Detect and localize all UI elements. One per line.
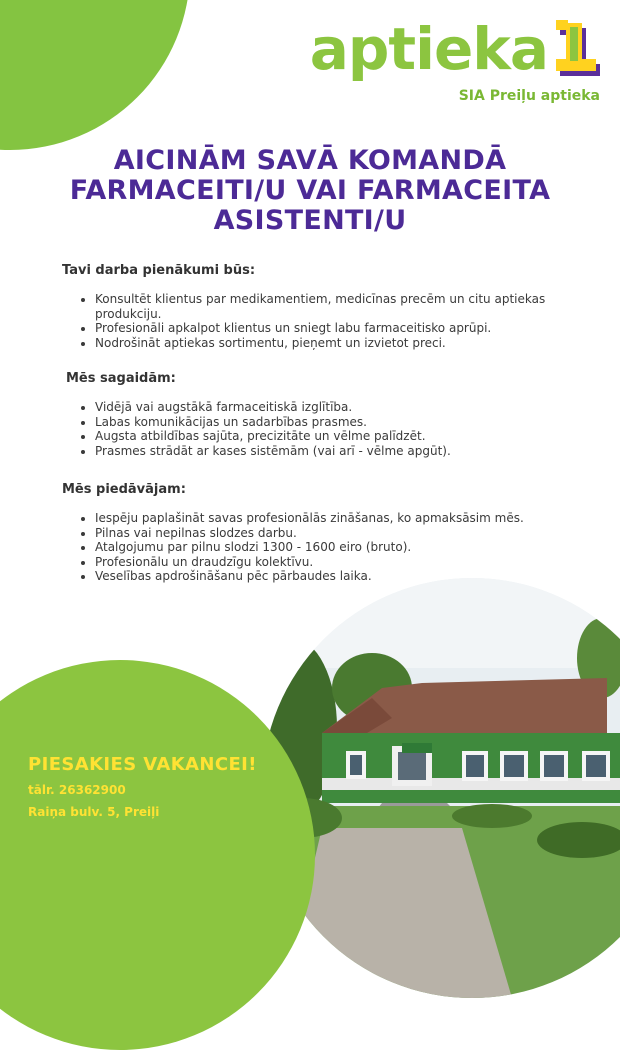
section-heading: Mēs sagaidām:: [66, 371, 176, 386]
title-line: AICINĀM SAVĀ KOMANDĀ: [113, 145, 507, 176]
aptieka-1-logo-icon: [556, 19, 606, 79]
list-item: • Profesionālu un draudzīgu kolektīvu.: [95, 555, 582, 570]
list-item: • Atalgojumu par pilnu slodzi 1300 - 1600 eiro (bruto).: [95, 540, 582, 555]
page-title: [0, 146, 620, 236]
list-item: • Pilnas vai nepilnas slodzes darbu.: [95, 526, 582, 541]
title-line: ASISTENTI/U: [213, 205, 407, 236]
list-item: • Vidējā vai augstākā farmaceitiskā izglītība.: [95, 400, 586, 415]
pharmacy-building-photo: [262, 578, 620, 998]
title-line: FARMACEITI/U VAI FARMACEITA: [69, 175, 551, 206]
list-item: • Prasmes strādāt ar kases sistēmām (vai arī - vēlme apgūt).: [95, 444, 586, 459]
list-item: • Nodrošināt aptiekas sortimentu, pieņemt un izvietot preci.: [95, 336, 582, 351]
list-item: • Augsta atbildības sajūta, precizitāte un vēlme palīdzēt.: [95, 429, 586, 444]
section-heading: Tavi darba pienākumi būs:: [62, 263, 256, 278]
call-to-action: [28, 754, 257, 819]
offer-list: [62, 511, 582, 584]
duties-list: [62, 292, 582, 350]
list-item: • Iespēju paplašināt savas profesionālās zināšanas, ko apmaksāsim mēs.: [95, 511, 582, 526]
cta-title: PIESAKIES VAKANCEI!: [28, 754, 257, 775]
brand-logo: [310, 14, 606, 104]
decorative-green-circle-top: [0, 0, 190, 150]
list-item: • Profesionāli apkalpot klientus un sniegt labu farmaceitisko aprūpi.: [95, 321, 582, 336]
expect-section: [66, 371, 586, 458]
cta-phone[interactable]: tālr. 26362900: [28, 783, 126, 797]
decorative-green-circle-bottom: [0, 660, 315, 1050]
section-heading: Mēs piedāvājam:: [62, 482, 186, 497]
list-item: • Veselības apdrošināšanu pēc pārbaudes laika.: [95, 569, 582, 584]
offer-section: [62, 482, 582, 584]
brand-name: aptieka: [309, 15, 548, 83]
cta-address: Raiņa bulv. 5, Preiļi: [28, 805, 160, 819]
list-item: • Labas komunikācijas un sadarbības prasmes.: [95, 415, 586, 430]
duties-section: [62, 263, 582, 350]
expect-list: [66, 400, 586, 458]
list-item: • Konsultēt klientus par medikamentiem, medicīnas precēm un citu aptiekas produkciju.: [95, 292, 582, 321]
company-name: SIA Preiļu aptieka: [458, 88, 600, 104]
